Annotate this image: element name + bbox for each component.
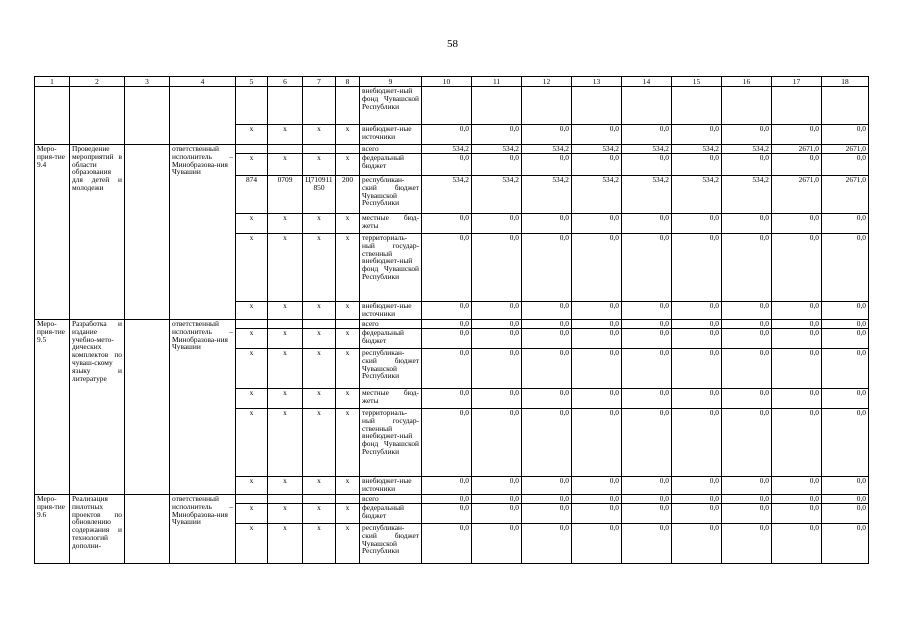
expense-type: х bbox=[336, 234, 360, 302]
amount-cell: 0,0 bbox=[822, 214, 869, 234]
amount-cell: 2671,0 bbox=[772, 176, 822, 214]
amount-cell: 0,0 bbox=[772, 389, 822, 409]
funding-source: республикан-ский бюджет Чувашской Республики bbox=[360, 524, 422, 564]
target-code bbox=[303, 495, 336, 504]
amount-cell: 0,0 bbox=[472, 477, 522, 495]
amount-cell: 0,0 bbox=[722, 495, 772, 504]
amount-cell: 0,0 bbox=[622, 302, 672, 320]
table-row bbox=[35, 495, 869, 504]
amount-cell: 0,0 bbox=[772, 234, 822, 302]
amount-cell: 0,0 bbox=[422, 302, 472, 320]
measure-code: Меро-прия-тие 9.6 bbox=[35, 495, 70, 564]
amount-cell: 0,0 bbox=[822, 349, 869, 389]
grbs-code: х bbox=[236, 409, 268, 477]
amount-cell: 0,0 bbox=[722, 524, 772, 564]
page-number: 58 bbox=[447, 38, 458, 50]
target-code: х bbox=[303, 302, 336, 320]
section-code bbox=[268, 495, 303, 504]
amount-cell: 0,0 bbox=[572, 214, 622, 234]
amount-cell: 0,0 bbox=[422, 214, 472, 234]
section-code: х bbox=[268, 409, 303, 477]
header-cell: 17 bbox=[772, 77, 822, 87]
amount-cell: 0,0 bbox=[522, 234, 572, 302]
amount-cell: 0,0 bbox=[572, 320, 622, 329]
amount-cell: 0,0 bbox=[772, 409, 822, 477]
amount-cell: 0,0 bbox=[672, 524, 722, 564]
header-cell: 3 bbox=[125, 77, 170, 87]
expense-type: х bbox=[336, 349, 360, 389]
amount-cell: 0,0 bbox=[672, 329, 722, 349]
target-code: х bbox=[303, 477, 336, 495]
measure-name: Реализация пилотных проектов по обновлению содержания и технологий дополни- bbox=[70, 495, 125, 564]
amount-cell: 0,0 bbox=[622, 125, 672, 145]
target-code: Ц710911 850 bbox=[303, 176, 336, 214]
amount-cell: 0,0 bbox=[472, 504, 522, 524]
amount-cell: 0,0 bbox=[772, 214, 822, 234]
amount-cell: 0,0 bbox=[722, 477, 772, 495]
grbs-code: 874 bbox=[236, 176, 268, 214]
header-cell: 5 bbox=[236, 77, 268, 87]
section-code: х bbox=[268, 234, 303, 302]
amount-cell: 0,0 bbox=[472, 329, 522, 349]
amount-cell: 0,0 bbox=[822, 524, 869, 564]
amount-cell: 0,0 bbox=[522, 504, 572, 524]
amount-cell: 0,0 bbox=[522, 214, 572, 234]
amount-cell: 0,0 bbox=[472, 320, 522, 329]
funding-source: федеральный бюджет bbox=[360, 154, 422, 176]
amount-cell: 0,0 bbox=[822, 234, 869, 302]
grbs-code bbox=[236, 320, 268, 329]
amount-cell: 2671,0 bbox=[772, 145, 822, 154]
amount-cell: 0,0 bbox=[572, 125, 622, 145]
funding-source: местные бюд-жеты bbox=[360, 389, 422, 409]
amount-cell: 534,2 bbox=[622, 145, 672, 154]
amount-cell: 2671,0 bbox=[822, 145, 869, 154]
amount-cell: 0,0 bbox=[672, 320, 722, 329]
grbs-code: х bbox=[236, 234, 268, 302]
grbs-code: х bbox=[236, 154, 268, 176]
amount-cell: 0,0 bbox=[422, 125, 472, 145]
amount-cell bbox=[472, 87, 522, 125]
header-row bbox=[35, 77, 869, 87]
target-code: х bbox=[303, 329, 336, 349]
amount-cell: 0,0 bbox=[622, 154, 672, 176]
amount-cell: 534,2 bbox=[522, 145, 572, 154]
expense-type: х bbox=[336, 154, 360, 176]
amount-cell: 534,2 bbox=[572, 176, 622, 214]
amount-cell: 0,0 bbox=[722, 349, 772, 389]
amount-cell: 534,2 bbox=[622, 176, 672, 214]
amount-cell: 0,0 bbox=[672, 504, 722, 524]
amount-cell: 0,0 bbox=[422, 409, 472, 477]
funding-source: местные бюд-жеты bbox=[360, 214, 422, 234]
section-code: х bbox=[268, 524, 303, 564]
header-cell: 7 bbox=[303, 77, 336, 87]
amount-cell: 0,0 bbox=[472, 125, 522, 145]
amount-cell: 0,0 bbox=[722, 302, 772, 320]
amount-cell: 0,0 bbox=[822, 329, 869, 349]
amount-cell: 0,0 bbox=[522, 320, 572, 329]
amount-cell: 0,0 bbox=[772, 302, 822, 320]
expense-type bbox=[336, 320, 360, 329]
target-code bbox=[303, 320, 336, 329]
funding-source: республикан-ский бюджет Чувашской Республики bbox=[360, 176, 422, 214]
amount-cell: 0,0 bbox=[822, 409, 869, 477]
amount-cell: 0,0 bbox=[472, 495, 522, 504]
section-code: 0709 bbox=[268, 176, 303, 214]
grbs-code bbox=[236, 495, 268, 504]
executor-cell: ответственный исполнитель – Минобразова-ния Чувашии bbox=[170, 320, 236, 495]
col3-cell bbox=[125, 145, 170, 320]
amount-cell: 0,0 bbox=[572, 389, 622, 409]
grbs-code: х bbox=[236, 504, 268, 524]
amount-cell: 0,0 bbox=[722, 320, 772, 329]
funding-source: федеральный бюджет bbox=[360, 329, 422, 349]
expense-type: х bbox=[336, 389, 360, 409]
grbs-code: х bbox=[236, 302, 268, 320]
amount-cell bbox=[772, 87, 822, 125]
amount-cell: 0,0 bbox=[722, 125, 772, 145]
section-code bbox=[268, 145, 303, 154]
amount-cell: 0,0 bbox=[622, 504, 672, 524]
header-cell: 2 bbox=[70, 77, 125, 87]
amount-cell: 0,0 bbox=[572, 495, 622, 504]
amount-cell: 0,0 bbox=[572, 524, 622, 564]
amount-cell: 0,0 bbox=[622, 234, 672, 302]
expense-type: х bbox=[336, 125, 360, 145]
amount-cell: 0,0 bbox=[622, 320, 672, 329]
section-code bbox=[268, 320, 303, 329]
funding-source: внебюджет-ные источники bbox=[360, 302, 422, 320]
header-cell: 9 bbox=[360, 77, 422, 87]
amount-cell: 0,0 bbox=[522, 349, 572, 389]
amount-cell: 0,0 bbox=[572, 409, 622, 477]
amount-cell: 0,0 bbox=[622, 524, 672, 564]
measure-code bbox=[35, 87, 70, 145]
amount-cell: 0,0 bbox=[822, 125, 869, 145]
amount-cell: 0,0 bbox=[522, 495, 572, 504]
target-code: х bbox=[303, 154, 336, 176]
expense-type bbox=[336, 87, 360, 125]
expense-type: 200 bbox=[336, 176, 360, 214]
amount-cell: 0,0 bbox=[722, 409, 772, 477]
section-code bbox=[268, 87, 303, 125]
amount-cell: 0,0 bbox=[622, 349, 672, 389]
amount-cell: 534,2 bbox=[422, 176, 472, 214]
executor-cell bbox=[170, 87, 236, 145]
amount-cell: 0,0 bbox=[822, 154, 869, 176]
amount-cell: 0,0 bbox=[422, 320, 472, 329]
funding-source: территориаль-ный государ-ственный внебюджет-ный фонд Чувашской Республики bbox=[360, 409, 422, 477]
target-code: х bbox=[303, 214, 336, 234]
target-code: х bbox=[303, 125, 336, 145]
expense-type: х bbox=[336, 214, 360, 234]
grbs-code bbox=[236, 145, 268, 154]
section-code: х bbox=[268, 302, 303, 320]
amount-cell: 534,2 bbox=[722, 176, 772, 214]
amount-cell: 0,0 bbox=[822, 320, 869, 329]
funding-source: внебюджет-ные источники bbox=[360, 125, 422, 145]
header-cell: 14 bbox=[622, 77, 672, 87]
amount-cell: 0,0 bbox=[422, 234, 472, 302]
amount-cell: 0,0 bbox=[622, 389, 672, 409]
amount-cell: 0,0 bbox=[472, 154, 522, 176]
section-code: х bbox=[268, 214, 303, 234]
amount-cell: 0,0 bbox=[522, 302, 572, 320]
target-code: х bbox=[303, 504, 336, 524]
funding-source: всего bbox=[360, 145, 422, 154]
grbs-code: х bbox=[236, 524, 268, 564]
grbs-code: х bbox=[236, 477, 268, 495]
target-code: х bbox=[303, 234, 336, 302]
amount-cell: 0,0 bbox=[672, 495, 722, 504]
amount-cell: 0,0 bbox=[672, 234, 722, 302]
amount-cell: 0,0 bbox=[672, 389, 722, 409]
amount-cell: 0,0 bbox=[722, 504, 772, 524]
amount-cell: 534,2 bbox=[722, 145, 772, 154]
amount-cell: 534,2 bbox=[672, 176, 722, 214]
amount-cell: 534,2 bbox=[472, 176, 522, 214]
target-code bbox=[303, 145, 336, 154]
amount-cell: 0,0 bbox=[422, 495, 472, 504]
expense-type: х bbox=[336, 329, 360, 349]
grbs-code: х bbox=[236, 214, 268, 234]
measure-name: Проведение мероприятий в области образования для детей и молодежи bbox=[70, 145, 125, 320]
section-code: х bbox=[268, 389, 303, 409]
amount-cell: 0,0 bbox=[422, 477, 472, 495]
expense-type: х bbox=[336, 409, 360, 477]
amount-cell: 0,0 bbox=[422, 154, 472, 176]
amount-cell: 0,0 bbox=[422, 524, 472, 564]
funding-source: федеральный бюджет bbox=[360, 504, 422, 524]
executor-cell: ответственный исполнитель – Минобразова-ния Чувашии bbox=[170, 145, 236, 320]
amount-cell: 0,0 bbox=[722, 214, 772, 234]
target-code: х bbox=[303, 409, 336, 477]
amount-cell: 0,0 bbox=[622, 214, 672, 234]
amount-cell: 0,0 bbox=[572, 234, 622, 302]
header-cell: 10 bbox=[422, 77, 472, 87]
amount-cell: 0,0 bbox=[822, 477, 869, 495]
amount-cell: 0,0 bbox=[722, 389, 772, 409]
amount-cell: 0,0 bbox=[772, 504, 822, 524]
amount-cell: 0,0 bbox=[422, 349, 472, 389]
header-cell: 6 bbox=[268, 77, 303, 87]
amount-cell bbox=[422, 87, 472, 125]
amount-cell: 534,2 bbox=[472, 145, 522, 154]
expense-type bbox=[336, 145, 360, 154]
measure-name: Разработка и издание учебно-мето-дических комплектов по чуваш-скому языку и литературе bbox=[70, 320, 125, 495]
header-cell: 4 bbox=[170, 77, 236, 87]
amount-cell: 0,0 bbox=[572, 504, 622, 524]
funding-source: республикан-ский бюджет Чувашской Республики bbox=[360, 349, 422, 389]
amount-cell bbox=[572, 87, 622, 125]
amount-cell: 0,0 bbox=[422, 329, 472, 349]
amount-cell: 0,0 bbox=[522, 154, 572, 176]
amount-cell: 0,0 bbox=[422, 504, 472, 524]
amount-cell: 0,0 bbox=[572, 329, 622, 349]
section-code: х bbox=[268, 154, 303, 176]
amount-cell: 0,0 bbox=[472, 234, 522, 302]
header-cell: 16 bbox=[722, 77, 772, 87]
funding-table bbox=[34, 76, 869, 564]
header-cell: 12 bbox=[522, 77, 572, 87]
section-code: х bbox=[268, 125, 303, 145]
measure-code: Меро-прия-тие 9.4 bbox=[35, 145, 70, 320]
header-cell: 15 bbox=[672, 77, 722, 87]
amount-cell: 0,0 bbox=[672, 154, 722, 176]
amount-cell: 0,0 bbox=[522, 389, 572, 409]
amount-cell: 0,0 bbox=[772, 329, 822, 349]
amount-cell: 0,0 bbox=[672, 477, 722, 495]
amount-cell: 0,0 bbox=[572, 154, 622, 176]
expense-type: х bbox=[336, 504, 360, 524]
amount-cell: 0,0 bbox=[822, 302, 869, 320]
section-code: х bbox=[268, 329, 303, 349]
amount-cell: 534,2 bbox=[522, 176, 572, 214]
funding-source: всего bbox=[360, 495, 422, 504]
executor-cell: ответственный исполнитель – Минобразова-ния Чувашии bbox=[170, 495, 236, 564]
col3-cell bbox=[125, 495, 170, 564]
amount-cell: 0,0 bbox=[772, 125, 822, 145]
amount-cell bbox=[822, 87, 869, 125]
amount-cell: 0,0 bbox=[472, 389, 522, 409]
table-row bbox=[35, 145, 869, 154]
amount-cell: 0,0 bbox=[772, 320, 822, 329]
amount-cell: 534,2 bbox=[672, 145, 722, 154]
amount-cell: 0,0 bbox=[772, 154, 822, 176]
col3-cell bbox=[125, 87, 170, 145]
amount-cell: 0,0 bbox=[672, 302, 722, 320]
amount-cell: 0,0 bbox=[572, 302, 622, 320]
amount-cell: 0,0 bbox=[822, 389, 869, 409]
expense-type: х bbox=[336, 477, 360, 495]
amount-cell: 0,0 bbox=[672, 214, 722, 234]
amount-cell: 0,0 bbox=[522, 477, 572, 495]
amount-cell: 0,0 bbox=[822, 495, 869, 504]
amount-cell: 0,0 bbox=[722, 329, 772, 349]
amount-cell: 534,2 bbox=[572, 145, 622, 154]
header-cell: 18 bbox=[822, 77, 869, 87]
amount-cell bbox=[722, 87, 772, 125]
amount-cell: 0,0 bbox=[572, 349, 622, 389]
amount-cell: 0,0 bbox=[522, 524, 572, 564]
grbs-code: х bbox=[236, 349, 268, 389]
amount-cell: 0,0 bbox=[472, 214, 522, 234]
target-code: х bbox=[303, 389, 336, 409]
funding-source: территориаль-ный государ-ственный внебюджет-ный фонд Чувашской Республики bbox=[360, 234, 422, 302]
amount-cell: 0,0 bbox=[772, 477, 822, 495]
amount-cell bbox=[622, 87, 672, 125]
target-code bbox=[303, 87, 336, 125]
amount-cell: 0,0 bbox=[472, 302, 522, 320]
amount-cell: 0,0 bbox=[622, 329, 672, 349]
grbs-code: х bbox=[236, 125, 268, 145]
expense-type: х bbox=[336, 302, 360, 320]
amount-cell: 0,0 bbox=[772, 524, 822, 564]
expense-type bbox=[336, 495, 360, 504]
measure-code: Меро-прия-тие 9.5 bbox=[35, 320, 70, 495]
amount-cell: 0,0 bbox=[622, 495, 672, 504]
amount-cell: 2671,0 bbox=[822, 176, 869, 214]
amount-cell bbox=[522, 87, 572, 125]
target-code: х bbox=[303, 349, 336, 389]
amount-cell: 0,0 bbox=[572, 477, 622, 495]
amount-cell: 0,0 bbox=[472, 524, 522, 564]
amount-cell: 0,0 bbox=[672, 409, 722, 477]
section-code: х bbox=[268, 349, 303, 389]
grbs-code: х bbox=[236, 329, 268, 349]
amount-cell: 0,0 bbox=[522, 329, 572, 349]
amount-cell: 0,0 bbox=[772, 495, 822, 504]
amount-cell: 0,0 bbox=[622, 477, 672, 495]
grbs-code: х bbox=[236, 389, 268, 409]
amount-cell: 0,0 bbox=[472, 409, 522, 477]
header-cell: 13 bbox=[572, 77, 622, 87]
section-code: х bbox=[268, 504, 303, 524]
funding-source: всего bbox=[360, 320, 422, 329]
table-row bbox=[35, 87, 869, 125]
measure-name bbox=[70, 87, 125, 145]
amount-cell: 0,0 bbox=[672, 349, 722, 389]
section-code: х bbox=[268, 477, 303, 495]
amount-cell bbox=[672, 87, 722, 125]
amount-cell: 0,0 bbox=[772, 349, 822, 389]
expense-type: х bbox=[336, 524, 360, 564]
amount-cell: 0,0 bbox=[722, 154, 772, 176]
amount-cell: 0,0 bbox=[522, 409, 572, 477]
amount-cell: 0,0 bbox=[622, 409, 672, 477]
amount-cell: 534,2 bbox=[422, 145, 472, 154]
funding-source: внебюджет-ные источники bbox=[360, 477, 422, 495]
header-cell: 1 bbox=[35, 77, 70, 87]
header-cell: 8 bbox=[336, 77, 360, 87]
grbs-code bbox=[236, 87, 268, 125]
amount-cell: 0,0 bbox=[522, 125, 572, 145]
amount-cell: 0,0 bbox=[472, 349, 522, 389]
col3-cell bbox=[125, 320, 170, 495]
header-cell: 11 bbox=[472, 77, 522, 87]
amount-cell: 0,0 bbox=[422, 389, 472, 409]
table-row bbox=[35, 320, 869, 329]
target-code: х bbox=[303, 524, 336, 564]
amount-cell: 0,0 bbox=[672, 125, 722, 145]
amount-cell: 0,0 bbox=[722, 234, 772, 302]
amount-cell: 0,0 bbox=[822, 504, 869, 524]
funding-source: внебюджет-ный фонд Чувашской Республики bbox=[360, 87, 422, 125]
